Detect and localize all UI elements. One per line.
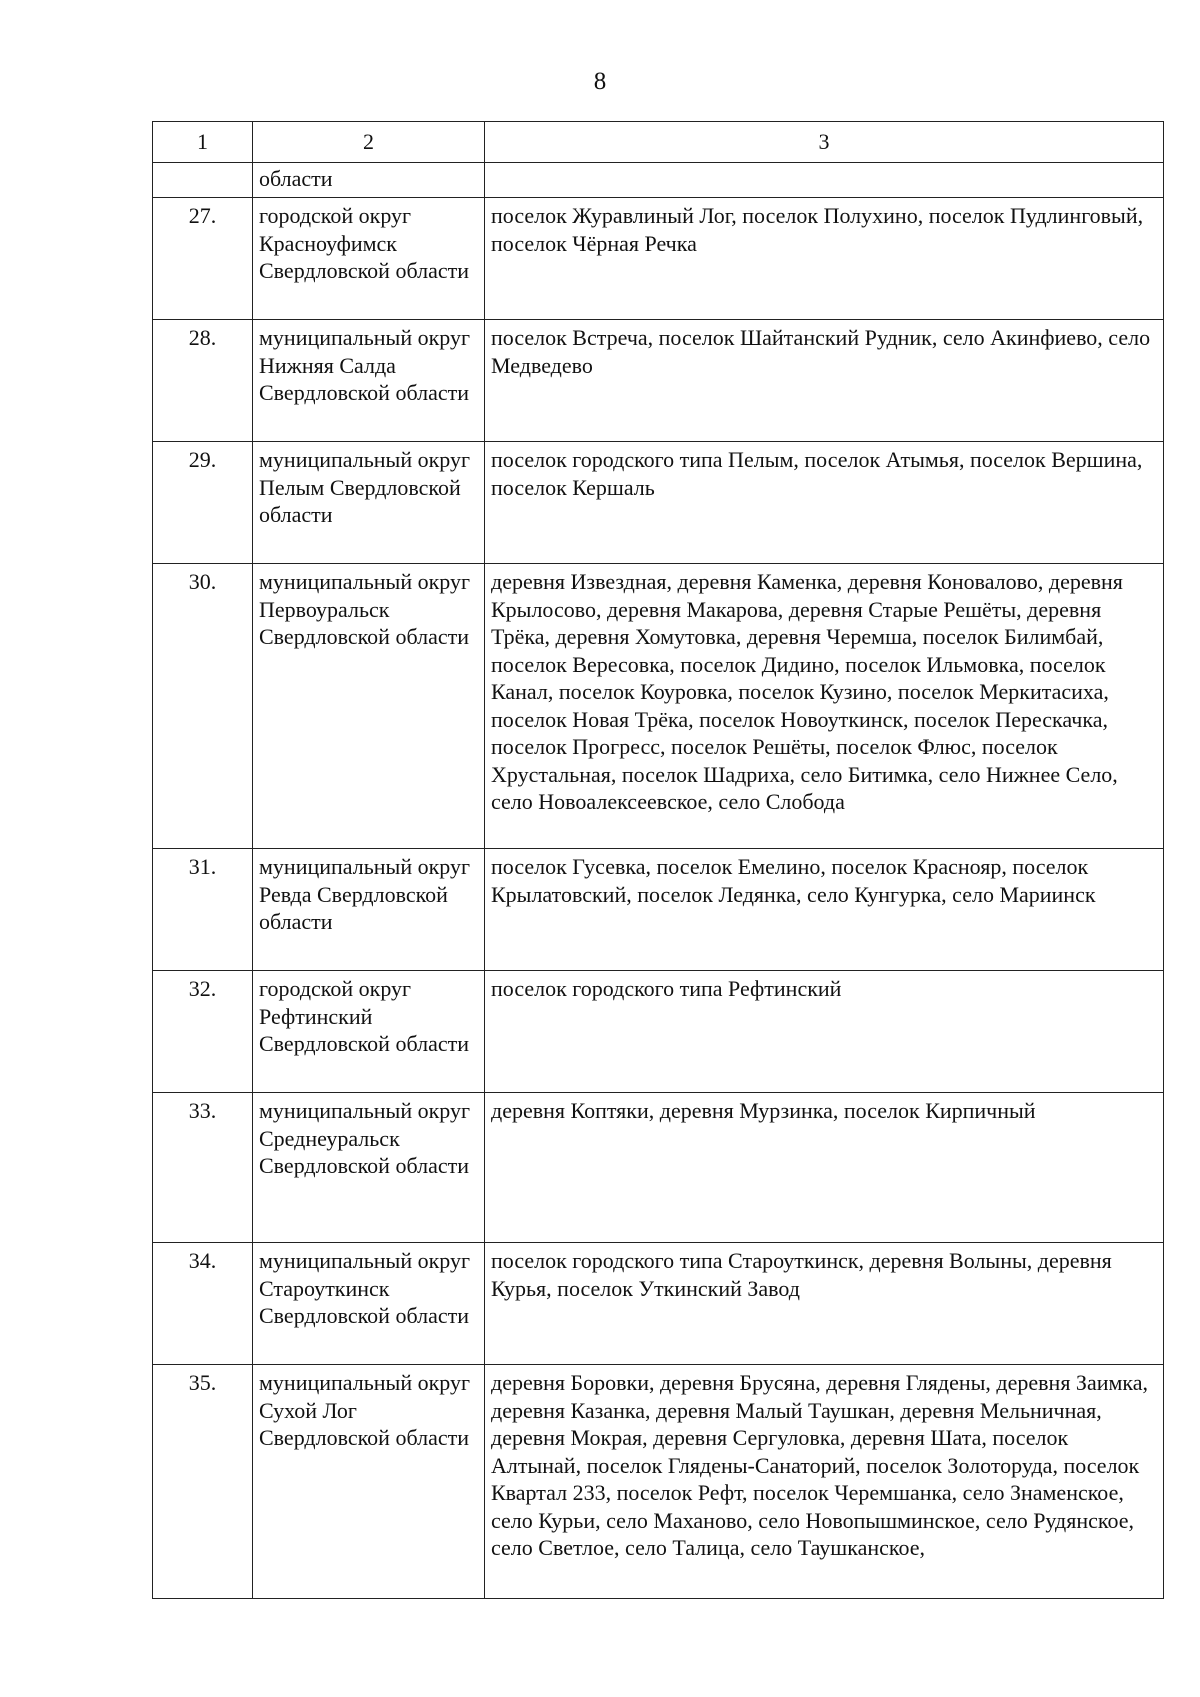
table-row bbox=[153, 442, 1164, 564]
row-number: 34. bbox=[153, 1243, 253, 1365]
settlements-cell: поселок городского типа Староуткинск, деревня Волыны, деревня Курья, поселок Уткинский Завод bbox=[485, 1243, 1164, 1365]
table-row bbox=[153, 1243, 1164, 1365]
settlements-cell: поселок Журавлиный Лог, поселок Полухино, поселок Пудлинговый, поселок Чёрная Речка bbox=[485, 198, 1164, 320]
table-row bbox=[153, 564, 1164, 849]
table-row bbox=[153, 198, 1164, 320]
row-number bbox=[153, 163, 253, 198]
row-number: 33. bbox=[153, 1093, 253, 1243]
row-number: 29. bbox=[153, 442, 253, 564]
municipality-cell: городской округ Рефтинский Свердловской области bbox=[253, 971, 485, 1093]
table-row-continuation bbox=[153, 163, 1164, 198]
table-row bbox=[153, 1093, 1164, 1243]
row-number: 28. bbox=[153, 320, 253, 442]
table-row bbox=[153, 971, 1164, 1093]
row-number: 35. bbox=[153, 1365, 253, 1599]
settlements-cell bbox=[485, 163, 1164, 198]
settlements-cell: поселок городского типа Пелым, поселок Атымья, поселок Вершина, поселок Кершаль bbox=[485, 442, 1164, 564]
row-number: 27. bbox=[153, 198, 253, 320]
settlements-cell: деревня Извездная, деревня Каменка, деревня Коновалово, деревня Крылосово, деревня Макарова, деревня Старые Решёты, деревня Трёка, деревня Хомутовка, деревня Черемша, поселок Билимбай, поселок Вересовка, поселок Дидино, поселок Ильмовка, поселок Канал, поселок Коуровка, поселок Кузино, поселок Меркитасиха, поселок Новая Трёка, поселок Новоуткинск, поселок Перескачка, поселок Прогресс, поселок Решёты, поселок Флюс, поселок Хрустальная, поселок Шадриха, село Битимка, село Нижнее Село, село Новоалексеевское, село Слобода bbox=[485, 564, 1164, 849]
municipality-cell: муниципальный округ Пелым Свердловской области bbox=[253, 442, 485, 564]
table-row bbox=[153, 1365, 1164, 1599]
municipality-cell: муниципальный округ Сухой Лог Свердловской области bbox=[253, 1365, 485, 1599]
table-row bbox=[153, 320, 1164, 442]
header-col-2: 2 bbox=[253, 122, 485, 163]
settlements-cell: поселок Гусевка, поселок Емелино, поселок Краснояр, поселок Крылатовский, поселок Ледянка, село Кунгурка, село Мариинск bbox=[485, 849, 1164, 971]
settlements-table bbox=[152, 121, 1164, 1599]
table-header-row bbox=[153, 122, 1164, 163]
row-number: 30. bbox=[153, 564, 253, 849]
municipality-cell: муниципальный округ Староуткинск Свердловской области bbox=[253, 1243, 485, 1365]
row-number: 32. bbox=[153, 971, 253, 1093]
municipality-cell: городской округ Красноуфимск Свердловской области bbox=[253, 198, 485, 320]
header-col-1: 1 bbox=[153, 122, 253, 163]
settlements-cell: деревня Боровки, деревня Брусяна, деревня Глядены, деревня Заимка, деревня Казанка, деревня Малый Таушкан, деревня Мельничная, деревня Мокрая, деревня Сергуловка, деревня Шата, поселок Алтынай, поселок Глядены-Санаторий, поселок Золоторуда, поселок Квартал 233, поселок Рефт, поселок Черемшанка, село Знаменское, село Курьи, село Маханово, село Новопышминское, село Рудянское, село Светлое, село Талица, село Таушканское, bbox=[485, 1365, 1164, 1599]
municipality-cell: муниципальный округ Среднеуральск Свердловской области bbox=[253, 1093, 485, 1243]
table-row bbox=[153, 849, 1164, 971]
settlements-cell: поселок Встреча, поселок Шайтанский Рудник, село Акинфиево, село Медведево bbox=[485, 320, 1164, 442]
municipality-cell: муниципальный округ Первоуральск Свердловской области bbox=[253, 564, 485, 849]
municipality-cell: области bbox=[253, 163, 485, 198]
settlements-cell: деревня Коптяки, деревня Мурзинка, поселок Кирпичный bbox=[485, 1093, 1164, 1243]
settlements-cell: поселок городского типа Рефтинский bbox=[485, 971, 1164, 1093]
page-number: 8 bbox=[593, 68, 607, 95]
municipality-cell: муниципальный округ Ревда Свердловской области bbox=[253, 849, 485, 971]
municipality-cell: муниципальный округ Нижняя Салда Свердловской области bbox=[253, 320, 485, 442]
header-col-3: 3 bbox=[485, 122, 1164, 163]
row-number: 31. bbox=[153, 849, 253, 971]
